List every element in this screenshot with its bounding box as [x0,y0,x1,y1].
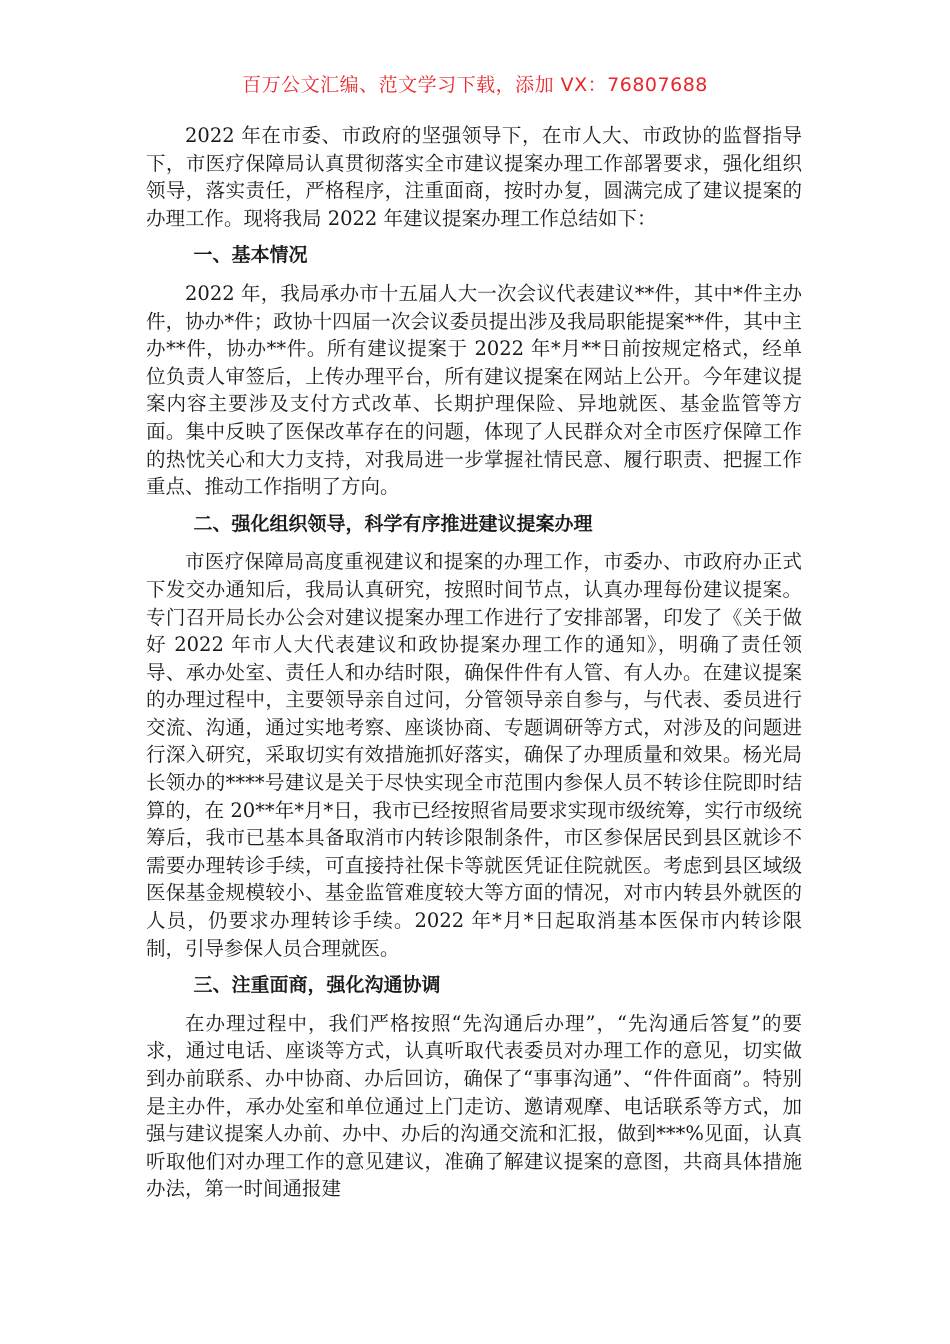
section-body-2: 市医疗保障局高度重视建议和提案的办理工作，市委办、市政府办正式下发交办通知后，我局认真研究，按照时间节点，认真办理每份建议提案。专门召开局长办公会对建议提案办理工作进行了安排部署，印发了《关于做好 2022 年市人大代表建议和政协提案办理工作的通知》，明确了责任领导、承办处室、责任人和办结时限，确保件件有人管、有人办。在建议提案的办理过程中，主要领导亲自过问，分管领导亲自参与，与代表、委员进行交流、沟通，通过实地考察、座谈协商、专题调研等方式，对涉及的问题进行深入研究，采取切实有效措施抓好落实，确保了办理质量和效果。杨光局长领办的****号建议是关于尽快实现全市范围内参保人员不转诊住院即时结算的，在 20**年*月*日，我市已经按照省局要求实现市级统筹，实行市级统筹后，我市已基本具备取消市内转诊限制条件，市区参保居民到县区就诊不需要办理转诊手续，可直接持社保卡等就医凭证住院就医。考虑到县区域级医保基金规模较小、基金监管难度较大等方面的情况，对市内转县外就医的人员，仍要求办理转诊手续。2022 年*月*日起取消基本医保市内转诊限制，引导参保人员合理就医。 [146,550,802,960]
section-heading-3: 三、注重面商，强化沟通协调 [193,974,441,997]
watermark-header: 百万公文汇编、范文学习下载，添加 VX：76807688 [242,74,708,96]
section-heading-2: 二、强化组织领导，科学有序推进建议提案办理 [193,512,593,535]
section-body-3: 在办理过程中，我们严格按照“先沟通后办理”，“先沟通后答复”的要求，通过电话、座谈等方式，认真听取代表委员对办理工作的意见，切实做到办前联系、办中协商、办后回访，确保了“事事沟通”、“件件面商”。特别是主办件，承办处室和单位通过上门走访、邀请观摩、电话联系等方式，加强与建议提案人办前、办中、办后的沟通交流和汇报，做到***%见面，认真听取他们对办理工作的意见建议，准确了解建议提案的意图，共商具体措施办法，第一时间通报建 [146,1011,802,1201]
intro-paragraph: 2022 年在市委、市政府的坚强领导下，在市人大、市政协的监督指导下，市医疗保障局认真贯彻落实全市建议提案办理工作部署要求，强化组织领导，落实责任，严格程序，注重面商，按时办复，圆满完成了建议提案的办理工作。现将我局 2022 年建议提案办理工作总结如下： [146,124,802,230]
document-body [146,122,802,1203]
section-body-1: 2022 年，我局承办市十五届人大一次会议代表建议**件，其中*件主办件，协办*件；政协十四届一次会议委员提出涉及我局职能提案**件，其中主办**件，协办**件。所有建议提案于 2022 年*月**日前按规定格式，经单位负责人审签后，上传办理平台，所有建议提案在网站上公开。今年建议提案内容主要涉及支付方式改革、长期护理保险、异地就医、基金监管等方面。集中反映了医保改革存在的问题，体现了人民群众对全市医疗保障工作的热忱关心和大力支持，对我局进一步掌握社情民意、履行职责、把握工作重点、推动工作指明了方向。 [146,281,802,499]
section-heading-1: 一、基本情况 [193,244,308,267]
